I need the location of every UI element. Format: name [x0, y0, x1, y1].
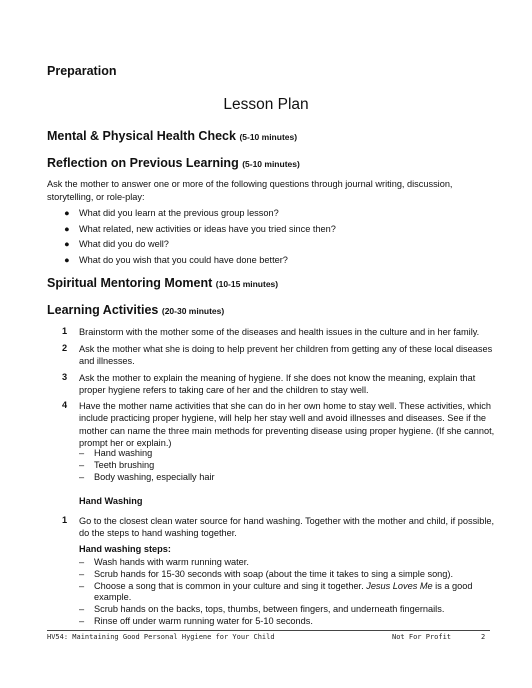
learning-item-1: Brainstorm with the mother some of the diseases and health issues in the culture and in her family. — [79, 327, 480, 337]
list-item: – Scrub hands on the backs, tops, thumbs, between fingers, and underneath fingernails. — [79, 604, 445, 615]
item-number: 2 — [62, 343, 68, 353]
hand-washing-steps-heading: Hand washing steps: — [79, 544, 171, 554]
footer-divider — [47, 630, 490, 631]
learning-item-3: Ask the mother to explain the meaning of hygiene. If she does not know the meaning, explain that proper hygiene refers to taking care of her and the children to stay well. — [79, 373, 476, 396]
learning-heading: Learning Activities (20-30 minutes) — [47, 303, 225, 317]
list-item: – Hand washing — [79, 448, 153, 458]
list-item: ● What related, new activities or ideas have you tried since then? — [64, 223, 336, 234]
item-number: 1 — [62, 326, 68, 336]
item-number: 3 — [62, 372, 68, 382]
hygiene-methods — [79, 448, 215, 483]
reflection-intro: Ask the mother to answer one or more of the following questions through journal writing, discussion, storytelling, or role-play: — [47, 179, 453, 202]
hand-washing-item-1: Go to the closest clean water source for hand washing. Together with the mother and child, if possible, do the steps to hand washing together. — [79, 516, 495, 539]
footer-page-number: 2 — [481, 633, 486, 641]
reflection-heading: Reflection on Previous Learning (5-10 minutes) — [47, 156, 300, 170]
spiritual-heading: Spiritual Mentoring Moment (10-15 minutes) — [47, 276, 279, 290]
item-number: 4 — [62, 400, 68, 410]
list-item: – Scrub hands for 15-30 seconds with soap (about the time it takes to sing a simple song). — [79, 568, 454, 579]
learning-item-4: Have the mother name activities that she can do in her own home to stay well. These activities, which include practicing proper hygiene, will help her stay well and avoid illnesses and diseases. See if the mother can name the three main methods for preventing disease using proper hygiene. (If she cannot, prompt her or explain.) — [79, 401, 495, 449]
preparation-label: Preparation — [47, 64, 117, 78]
reflection-questions — [47, 206, 336, 268]
page-title: Lesson Plan — [223, 96, 309, 113]
list-item: – Teeth brushing — [79, 459, 155, 470]
health-check-heading: Mental & Physical Health Check (5-10 minutes) — [47, 129, 298, 143]
footer-not-for-profit: Not For Profit — [392, 633, 452, 641]
item-number: 1 — [62, 515, 68, 525]
hand-washing-heading: Hand Washing — [79, 496, 143, 506]
list-item: ● What did you learn at the previous group lesson? — [64, 208, 279, 218]
learning-item-2: Ask the mother what she is doing to help prevent her children from getting any of these local diseases and illnesses. — [79, 344, 493, 367]
footer-course-title: HV54: Maintaining Good Personal Hygiene for Your Child — [47, 633, 275, 641]
hand-washing-steps — [79, 557, 499, 628]
list-item: – Wash hands with warm running water. — [79, 557, 249, 567]
list-item: – Rinse off under warm running water for 5-10 seconds. — [79, 615, 313, 626]
list-item: ● What did you do well? — [64, 239, 169, 250]
list-item: – Choose a song that is common in your culture and sing it together. Jesus Loves Me is a good example. — [79, 580, 473, 603]
list-item: ● What do you wish that you could have done better? — [64, 254, 288, 265]
list-item: – Body washing, especially hair — [79, 471, 215, 482]
